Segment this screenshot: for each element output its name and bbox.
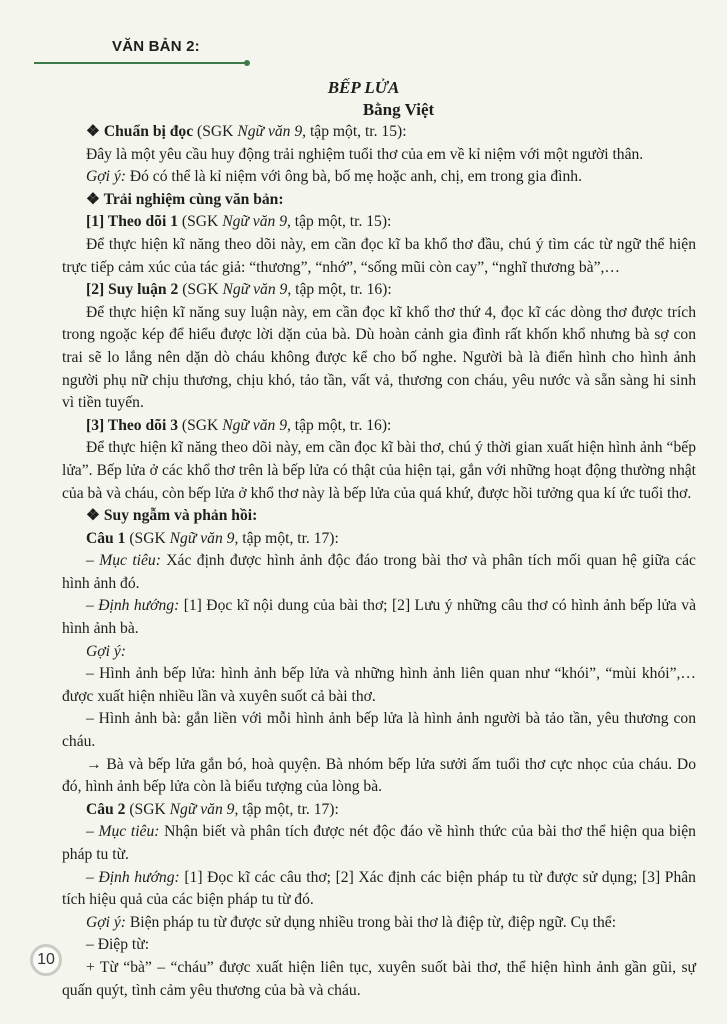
paragraph bbox=[62, 144, 696, 167]
paragraph bbox=[62, 754, 696, 799]
paragraph bbox=[62, 867, 696, 912]
text-run: , tập một, tr. 15): bbox=[287, 213, 392, 231]
paragraph bbox=[62, 166, 696, 189]
bold-text: Câu 1 bbox=[86, 529, 130, 547]
bold-text: [3] Theo dõi 3 bbox=[86, 416, 182, 434]
italic-text: Ngữ văn 9 bbox=[222, 416, 287, 434]
italic-text: Ngữ văn 9 bbox=[169, 800, 235, 818]
text-run: [1] Đọc kĩ các câu thơ; [2] Xác định các biện pháp tu từ được sử dụng; [3] Phân tích hiệu quả của các biện pháp tu từ đó. bbox=[62, 868, 696, 909]
paragraph bbox=[62, 279, 696, 302]
italic-text: – Định hướng: bbox=[86, 868, 180, 886]
paragraph bbox=[62, 121, 696, 144]
text-run: (SGK bbox=[129, 800, 170, 818]
text-run: (SGK bbox=[181, 416, 223, 434]
paragraph bbox=[62, 821, 696, 866]
text-run: → Bà và bếp lửa gắn bó, hoà quyện. Bà nhóm bếp lửa sưởi ấm tuổi thơ cực nhọc của cháu. Do đó, hình ảnh bếp lửa còn là biểu tượng của lòng bà. bbox=[62, 755, 696, 796]
bold-text: ❖ Chuẩn bị đọc bbox=[86, 123, 198, 140]
text-title: BẾP LỬA bbox=[327, 78, 400, 97]
italic-text: Ngữ văn 9 bbox=[169, 529, 235, 547]
paragraph bbox=[62, 708, 696, 753]
italic-text: Gợi ý: bbox=[86, 642, 126, 660]
bold-text: ❖ Suy ngẫm và phản hồi: bbox=[86, 507, 258, 525]
header-divider-dot bbox=[244, 60, 250, 66]
paragraph bbox=[62, 912, 696, 935]
text-run: (SGK bbox=[129, 529, 170, 547]
text-run: Để thực hiện kĩ năng suy luận này, em cần đọc kĩ khổ thơ thứ 4, đọc kĩ các dòng thơ được trích trong ngoặc kép để hiểu được lời dặn của bà. Dù hoàn cảnh gia đình rất khốn khổ nhưng bà sợ con trai sẽ lo lắng nên dặn dò cháu không được kể cho bố nghe. Người bà là điển hình cho hình ảnh người phụ nữ chịu thương, chịu khó, tảo tần, vất vả, thương con cháu, yêu nước và sẵn sàng hi sinh vì tiền tuyến. bbox=[62, 303, 696, 412]
text-run: , tập một, tr. 17): bbox=[234, 529, 339, 547]
italic-text: – Định hướng: bbox=[86, 597, 180, 615]
paragraph bbox=[62, 641, 696, 664]
bold-text: Câu 2 bbox=[86, 800, 130, 818]
text-run: (SGK bbox=[182, 281, 223, 299]
paragraph bbox=[62, 415, 696, 438]
bold-text: ❖ Trải nghiệm cùng văn bản: bbox=[86, 190, 284, 208]
italic-text: Gợi ý: bbox=[86, 913, 126, 931]
text-run: Nhận biết và phân tích được nét độc đáo về hình thức của bài thơ thể hiện qua biện pháp tu từ. bbox=[62, 823, 696, 863]
bold-text: [2] Suy luận 2 bbox=[86, 281, 183, 299]
paragraph bbox=[62, 505, 696, 528]
author-name: Bằng Việt bbox=[362, 100, 435, 119]
paragraph bbox=[62, 211, 696, 234]
bold-text: [1] Theo dõi 1 bbox=[86, 213, 182, 231]
italic-text: Gợi ý: bbox=[86, 168, 126, 186]
text-run: Đây là một yêu cầu huy động trải nghiệm tuổi thơ của em về kỉ niệm với một người thân. bbox=[86, 145, 644, 163]
text-run: , tập một, tr. 16): bbox=[287, 281, 392, 299]
text-run: , tập một, tr. 17): bbox=[234, 800, 339, 818]
italic-text: – Mục tiêu: bbox=[86, 823, 160, 841]
italic-text: – Mục tiêu: bbox=[86, 552, 161, 570]
italic-text: Ngữ văn 9 bbox=[237, 123, 303, 140]
text-run: Đó có thể là kỉ niệm với ông bà, bố mẹ hoặc anh, chị, em trong gia đình. bbox=[125, 168, 582, 186]
paragraph bbox=[62, 189, 696, 212]
text-run: – Điệp từ: bbox=[86, 936, 150, 954]
paragraph bbox=[62, 302, 696, 415]
text-run: , tập một, tr. 15): bbox=[302, 123, 407, 140]
page-body bbox=[62, 121, 696, 1002]
text-run: , tập một, tr. 16): bbox=[287, 416, 392, 434]
paragraph bbox=[62, 957, 696, 1002]
text-run: Xác định được hình ảnh độc đáo trong bài thơ và phân tích mối quan hệ giữa các hình ảnh đó. bbox=[62, 552, 696, 592]
italic-text: Ngữ văn 9 bbox=[222, 281, 288, 299]
text-run: Để thực hiện kĩ năng theo dõi này, em cần đọc kĩ bài thơ, chú ý thời gian xuất hiện hình ảnh “bếp lửa”. Bếp lửa ở các khổ thơ trên là bếp lửa có thật của hiện tại, gắn với những hoạt động thường nhật của bà và cháu, còn bếp lửa ở khổ thơ này là bếp lửa của quá khứ, được hồi tưởng qua kí ức tuổi thơ. bbox=[62, 439, 696, 502]
text-run: – Hình ảnh bà: gắn liền với mỗi hình ảnh bếp lửa là hình ảnh người bà tảo tần, yêu thương con cháu. bbox=[62, 710, 696, 751]
section-header: VĂN BẢN 2: bbox=[112, 38, 200, 55]
italic-text: Ngữ văn 9 bbox=[222, 213, 287, 231]
paragraph bbox=[62, 437, 696, 505]
text-run: Biện pháp tu từ được sử dụng nhiều trong bài thơ là điệp từ, điệp ngữ. Cụ thể: bbox=[125, 913, 617, 931]
text-run: Để thực hiện kĩ năng theo dõi này, em cần đọc kĩ ba khổ thơ đầu, chú ý tìm các từ ngữ thể hiện trực tiếp cảm xúc của tác giả: “thương”, “nhớ”, “sống mũi còn cay”, “nghĩ thương bà”,… bbox=[62, 235, 696, 276]
paragraph bbox=[62, 799, 696, 822]
paragraph bbox=[62, 595, 696, 640]
page-number: 10 bbox=[30, 944, 62, 976]
paragraph bbox=[62, 550, 696, 595]
paragraph bbox=[62, 234, 696, 279]
text-run: (SGK bbox=[197, 123, 238, 140]
paragraph bbox=[62, 934, 696, 957]
text-run: [1] Đọc kĩ nội dung của bài thơ; [2] Lưu ý những câu thơ có hình ảnh bếp lửa và hình ảnh bà. bbox=[62, 597, 696, 638]
text-run: + Từ “bà” – “cháu” được xuất hiện liên tục, xuyên suốt bài thơ, thể hiện hình ảnh gần gũi, sự quấn quýt, tình cảm yêu thương của bà và cháu. bbox=[62, 958, 696, 999]
text-run: – Hình ảnh bếp lửa: hình ảnh bếp lửa và những hình ảnh liên quan như “khói”, “mùi khói”,… được xuất hiện nhiều lần và xuyên suốt cả bài thơ. bbox=[62, 665, 696, 705]
header-divider bbox=[34, 62, 246, 64]
paragraph bbox=[62, 663, 696, 708]
text-run: (SGK bbox=[181, 213, 223, 231]
paragraph bbox=[62, 528, 696, 551]
